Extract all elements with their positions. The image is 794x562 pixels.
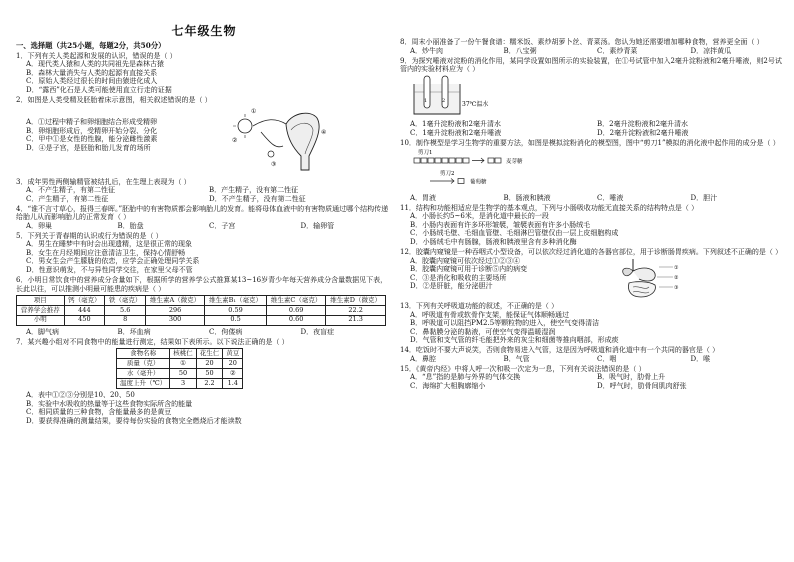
table-cell: 296 [146, 306, 205, 316]
option-c: C．唾液 [597, 193, 624, 202]
table-cell: 1.4 [223, 379, 243, 389]
table-cell: ① [170, 359, 197, 369]
question-stem: 10．制作模型是学习生物学的重要方法，如图是模拟淀粉消化的模型图，图中“剪刀1”模拟的消化液中起作用的成分是（ ） [400, 138, 780, 147]
table-cell: 温度上升（℃） [117, 379, 170, 389]
table-header: 核桃仁 [170, 349, 197, 359]
question-6 [16, 276, 392, 336]
table-cell: 0.5 [205, 315, 267, 325]
water-bath-diagram [410, 74, 490, 118]
option-d: D．凉拌黄瓜 [690, 46, 732, 55]
option-d: D．小肠绒毛中有肠腺，肠液和胰液里含有多种消化酶 [410, 237, 577, 246]
question-stem: 1．下列有关人类起源和发展的认识，错误的是（ ） [16, 51, 177, 60]
water-bath-label: 37℃温水 [462, 100, 489, 108]
question-stem: 11．结构和功能相适应是生物学的基本观点，下列与小肠吸收功能无直接关系的结构特点是（ ） [400, 203, 699, 212]
fig-label-3: ③ [271, 161, 277, 169]
option-c: C．产生精子，有第二性征 [26, 194, 109, 203]
question-5 [16, 232, 392, 275]
option-d: D．要获得准确的测量结果，要待每份实验的食物完全燃烧后才能读数 [26, 416, 242, 425]
table-header: 黄豆 [223, 349, 243, 359]
option-d: D．输卵管 [300, 221, 335, 230]
option-c: C．鼻黏膜分泌的黏液，可使空气变得温暖湿润 [410, 327, 556, 336]
option-b: B．八宝粥 [503, 46, 537, 55]
organ-label-1: ① [674, 264, 679, 271]
option-b: B．呼吸道可以阻挡PM2.5等颗粒物的进入，使空气变得清洁 [410, 319, 600, 328]
option-c: C．1毫升淀粉液和2毫升唾液 [410, 128, 502, 137]
question-10 [400, 139, 784, 203]
table-header-row [117, 349, 243, 359]
table-cell: 20 [223, 359, 243, 369]
option-c: C．男女生会产生朦胧的依恋，应学会正确处理同学关系 [26, 257, 200, 266]
option-a: A．胶囊内窥镜可依次经过①②③④ [410, 256, 521, 265]
table-header: 维生素D（微克） [326, 296, 386, 306]
option-d: D．呼气时，肋骨间肌肉舒张 [597, 381, 687, 390]
option-b: B．肠液和胰液 [503, 193, 551, 202]
question-stem: 6．小明日常饮食中的营养成分含量如下，根据所学的营养学公式推算某13~16岁青少年每天营养成分含量数据见下表，长此以往，可以推测小明最可能患的疾病是（ ） [16, 276, 388, 293]
option-a: A．胃液 [410, 193, 437, 202]
option-a: A．卵巢 [26, 221, 53, 230]
fig-label-1: ① [251, 108, 257, 116]
question-stem: 4．“谁不言寸草心，报得三春晖。”胚胎中的有害物质都会影响胎儿的发育。能将母体血液中的有害物质通过哪个结构传递给胎儿从而影响胎儿的正常发育（ ） [16, 204, 389, 222]
option-b: B．实验中水吸收的热量等于这些食物实际所含的能量 [26, 399, 193, 408]
left-column [16, 0, 392, 427]
option-b: B．吸气时，肋骨上升 [597, 373, 666, 382]
option-d: D．喉 [690, 354, 711, 363]
question-4 [16, 205, 392, 231]
table-header: 食物名称 [117, 349, 170, 359]
table-header: 维生素A（微克） [146, 296, 205, 306]
table-cell: 300 [146, 315, 205, 325]
option-c: C．素炒青菜 [597, 46, 638, 55]
nutrition-table [16, 295, 386, 326]
option-d: D．胆汁 [690, 193, 718, 202]
starch-digestion-model [410, 147, 550, 191]
table-cell: 0.69 [266, 306, 325, 316]
organ-label-2: ② [674, 274, 679, 281]
question-stem: 8．周末小丽准备了一份午餐食谱：糯米饭、素炒胡萝卜丝、青菜汤。您认为她还需要增加哪种食物，营养更全面（ ） [400, 38, 764, 46]
option-b: B．气管 [503, 354, 530, 363]
question-stem: 5．下列关于青春期的认识或行为错误的是（ ） [16, 231, 163, 240]
question-stem: 3．成年男性两侧输精管被结扎后，在生理上表现为（ ） [16, 177, 191, 186]
table-cell: 22.2 [326, 306, 386, 316]
option-c: C．③是消化和吸收的主要场所 [410, 273, 507, 282]
table-header: 铁（毫克） [105, 296, 146, 306]
option-b: B．坏血病 [117, 327, 151, 336]
option-a: A．现代类人猿和人类的共同祖先是森林古猿 [26, 60, 165, 69]
tube-1-label: 1 [424, 97, 428, 104]
fertilization-diagram [231, 104, 341, 176]
maltose-label: 麦芽糖 [506, 159, 523, 166]
option-c: C．子宫 [209, 221, 236, 230]
option-a: A．表中①②③分别是10、20、50 [26, 391, 135, 400]
page-title: 七年级生物 [171, 24, 237, 38]
option-b: B．女生在月经期间应注意清洁卫生，保持心情舒畅 [26, 248, 186, 257]
table-cell: 营养学会推荐 [17, 306, 65, 316]
table-cell: 450 [64, 315, 105, 325]
question-14 [400, 346, 784, 363]
option-a: A．呼吸道有骨或软骨作支架，能保证气体顺畅通过 [410, 310, 570, 319]
option-a: A．①过程中精子和卵细胞结合形成受精卵 [26, 118, 158, 127]
question-1 [16, 52, 392, 95]
table-row [117, 369, 243, 379]
option-b: B．森林大量消失与人类的起源有直接关系 [26, 68, 158, 77]
option-c: C．咽 [597, 354, 617, 363]
question-12 [400, 248, 784, 301]
table-cell: 质量（克） [117, 359, 170, 369]
table-cell: ② [223, 369, 243, 379]
question-stem: 13．下列有关呼吸道功能的叙述，不正确的是（ ） [400, 302, 559, 310]
option-c: C．原始人类经过很长的时间由猿进化成人 [26, 77, 158, 86]
option-b: B．2毫升淀粉液和2毫升清水 [597, 120, 689, 129]
table-header-row [17, 296, 386, 306]
fig-label-2: ② [232, 137, 238, 145]
question-2 [16, 96, 392, 177]
table-cell: 20 [196, 359, 223, 369]
table-header: 维生素C（毫克） [266, 296, 325, 306]
option-a: A．1毫升淀粉液和2毫升清水 [410, 120, 501, 129]
question-15 [400, 365, 784, 391]
option-c: C．甲中①是女性的性腺，能分泌雌性激素 [26, 135, 158, 144]
table-cell: 0.60 [266, 315, 325, 325]
option-d: D．不产生精子，没有第二性征 [209, 194, 306, 203]
table-header: 花生仁 [196, 349, 223, 359]
option-b: B．卵细胞形成后，受精卵开始分裂、分化 [26, 126, 158, 135]
option-c: C．小肠绒毛壁、毛细血管壁、毛细淋巴管壁仅由一层上皮细胞构成 [410, 229, 619, 238]
option-a: A．小肠长约5~6米，是消化道中最长的一段 [410, 212, 549, 221]
option-a: A．不产生精子，有第二性征 [26, 186, 116, 195]
question-13 [400, 302, 784, 345]
option-c: C．海绵扩大相胸廓缩小 [410, 381, 486, 390]
option-b: B．胎盘 [117, 221, 144, 230]
table-header: 钙（毫克） [64, 296, 105, 306]
option-d: D．性意识萌发，不与异性同学交往，在家里父母不管 [26, 266, 193, 275]
table-cell: 5.6 [105, 306, 146, 316]
table-cell: 3 [170, 379, 197, 389]
scissors-1-label: 剪刀1 [418, 150, 433, 157]
option-b: B．胶囊内窥镜可用于诊断⑤内的病变 [410, 265, 528, 274]
question-3 [16, 178, 392, 204]
option-a: A．脚气病 [26, 327, 60, 336]
table-cell: 2.2 [196, 379, 223, 389]
option-d: D．④是子宫，是胚胎和胎儿发育的场所 [26, 143, 151, 152]
table-row [117, 379, 243, 389]
glucose-label: 葡萄糖 [470, 179, 487, 186]
question-7 [16, 338, 392, 425]
fig-label-4: ④ [321, 129, 327, 137]
question-stem: 9．为探究唾液对淀粉的消化作用，某同学设置如图所示的实验装置，在①号试管中加入2毫升淀粉液和2毫升唾液，则2号试管内的实验材料应为（ ） [400, 56, 782, 74]
option-d: D．2毫升淀粉液和2毫升唾液 [597, 128, 689, 137]
table-cell: 50 [196, 369, 223, 379]
option-d: D．夜盲症 [300, 327, 335, 336]
table-cell: 8 [105, 315, 146, 325]
table-cell: 21.3 [326, 315, 386, 325]
option-a: A．“息”指的是肺与外界的气体交换 [410, 373, 521, 382]
question-stem: 7．某兴趣小组对不同食物中的能量进行测定，结果如下表所示。以下说法正确的是（ ） [16, 337, 289, 346]
table-row [17, 315, 386, 325]
table-row [17, 306, 386, 316]
table-header: 维生素B₁（毫克） [205, 296, 267, 306]
option-a: A．鼻腔 [410, 354, 437, 363]
option-c: C．佝偻病 [209, 327, 243, 336]
table-cell: 水（毫升） [117, 369, 170, 379]
question-stem: 12．胶囊内窥镜是一种吞咽式小型设备，可以依次经过消化道的各器官部位，用于诊断肠胃疾病。下列叙述不正确的是（ ） [400, 247, 783, 256]
organ-label-3: ③ [674, 284, 679, 291]
section-heading: 一、选择题（共25小题，每题2分，共50分） [16, 40, 166, 50]
table-cell: 444 [64, 306, 105, 316]
question-stem: 14．吃饭时不要大声说笑，否则食物易进入气管，这是因为呼吸道和消化道中有一个共同的器官是（ ） [400, 346, 720, 355]
option-a: A．男生在睡梦中有时会出现遗精，这是很正常的现象 [26, 240, 193, 249]
option-d: D．气管和支气管的纤毛能把外来的灰尘和细菌等推向咽部，形成痰 [410, 336, 619, 345]
question-9 [400, 57, 784, 138]
table-header: 项目 [17, 296, 65, 306]
table-cell: 50 [170, 369, 197, 379]
tube-2-label: 2 [442, 97, 446, 104]
table-cell: 小明 [17, 315, 65, 325]
digestive-system-diagram [615, 257, 685, 301]
table-cell: 0.59 [205, 306, 267, 316]
option-d: D．“露西”化石是人类可能使用直立行走的证据 [26, 85, 172, 94]
energy-table [116, 348, 243, 389]
option-d: D．②是肝脏，能分泌胆汁 [410, 282, 493, 291]
option-b: B．产生精子，没有第二性征 [209, 186, 299, 195]
question-stem: 2．如图是人类受精及胚胎着床示意图，相关叙述错误的是（ ） [16, 95, 212, 104]
scissors-2-label: 剪刀2 [440, 171, 455, 178]
option-c: C．相同质量的三种食物，含能量最多的是黄豆 [26, 408, 172, 417]
question-stem: 15．《黄帝内经》中将人呼一次和吸一次定为一息，下列有关说法错误的是（ ） [400, 364, 646, 373]
option-b: B．小肠内表面有许多环形皱襞，皱襞表面有许多小肠绒毛 [410, 220, 591, 229]
table-row [117, 359, 243, 369]
question-8 [400, 38, 784, 55]
option-a: A．炒牛肉 [410, 46, 444, 55]
question-11 [400, 204, 784, 247]
right-column [400, 38, 784, 392]
